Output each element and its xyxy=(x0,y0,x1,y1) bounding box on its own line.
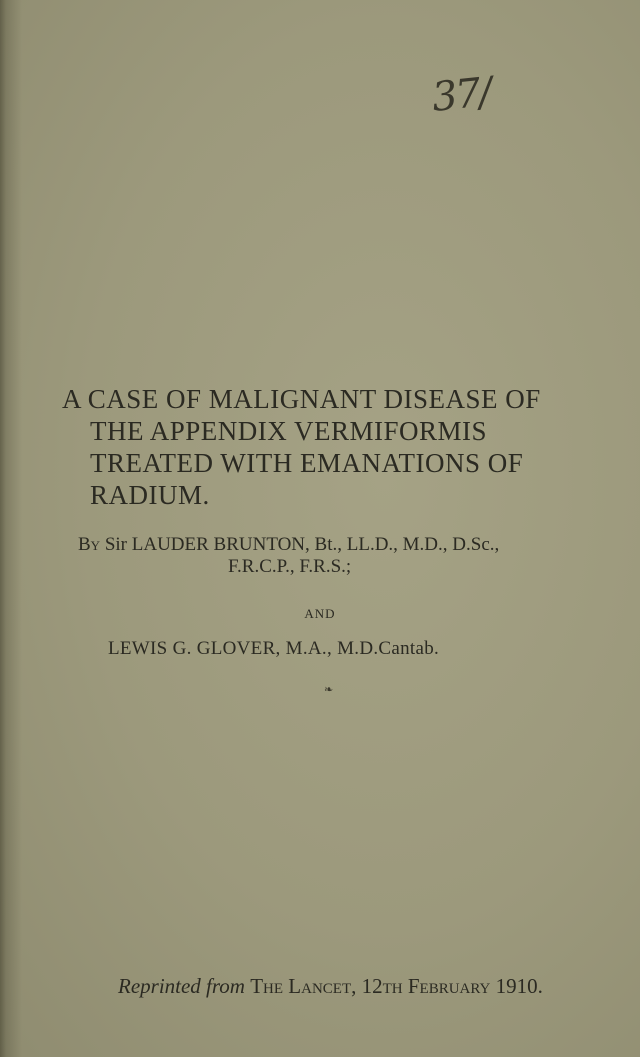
author-block xyxy=(78,534,618,578)
and-separator: AND xyxy=(304,606,336,621)
first-author: Sir LAUDER BRUNTON, Bt., LL.D., M.D., D.Sc., xyxy=(104,534,500,555)
reprint-note xyxy=(118,974,543,999)
reprinted-from-label: Reprinted from xyxy=(118,974,245,998)
first-author-qualifications: F.R.C.P., F.R.S.; xyxy=(228,556,352,577)
paper-title xyxy=(62,383,622,511)
title-line-3: TREATED WITH EMANATIONS OF xyxy=(90,448,524,478)
ornament-icon: ❧ xyxy=(324,684,334,696)
source-citation: The Lancet, 12th February 1910. xyxy=(250,974,543,998)
title-line-4: RADIUM. xyxy=(90,480,210,510)
by-word: By xyxy=(78,534,101,555)
handwritten-catalog-mark: 37/ xyxy=(429,69,493,121)
title-line-1: A CASE OF MALIGNANT DISEASE OF xyxy=(62,384,541,414)
title-line-2: THE APPENDIX VERMIFORMIS xyxy=(90,416,488,446)
second-author: LEWIS G. GLOVER, M.A., M.D.Cantab. xyxy=(108,638,440,659)
first-author-line xyxy=(78,534,618,556)
